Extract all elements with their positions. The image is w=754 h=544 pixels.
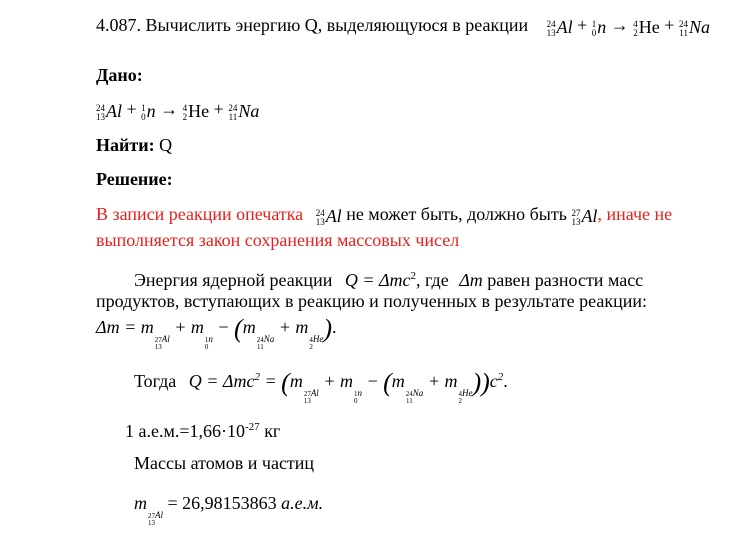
problem-statement [96,14,710,38]
q-formula: Тогда Q = Δmc$^2$ = (m 27 13 $_{Al}$ + m 1 0 $_n$ − (m 24 11 $_{Na}$ + m 4 2 $_{He}))c^2$. [134,368,508,405]
reaction-formula: 24 13 Al + 1 0 n → 4 2 He + 24 11 Na [546,15,710,38]
mass-al27: m 27 13 $_{Al}$ = 26,98153863 а.е.м. [134,493,324,527]
problem-number: 4.087. [96,15,141,35]
find-line [96,134,172,156]
find-label: Найти: [96,135,155,155]
given-label: Дано: [96,65,143,85]
given-reaction: 24 13 Al + 1 0 n → 4 2 He + 24 11 Na [96,99,260,122]
amu-line: 1 $а.е.м.=1,66\cdot 10^{-27}$ кг [125,421,281,441]
find-value: Q [159,135,173,155]
problem-text: Вычислить энергию Q, выделяющуюся в реакции [145,15,529,35]
solution-label: Решение: [96,169,173,189]
typo-note-line2: выполняется закон сохранения массовых чисел [96,230,460,250]
masses-title: Массы атомов и частиц [134,453,315,473]
energy-line1: Энергия ядерной реакции Q = Δmc$^2$, где Δm равен разности масс [134,270,644,290]
energy-line2: продуктов, вступающих в реакцию и полученных в результате реакции: [96,291,648,311]
delta-m-formula: Δm = m 27 13 $_{Al}$ + m 1 0 $_n$ − (m 24 11 $_{Na}$ + m 4 2 $_{He}$). [96,314,337,351]
typo-note-line1: В записи реакции опечатка 24 13 Al не может быть, должно быть 27 13 Al, иначе не [96,204,673,227]
